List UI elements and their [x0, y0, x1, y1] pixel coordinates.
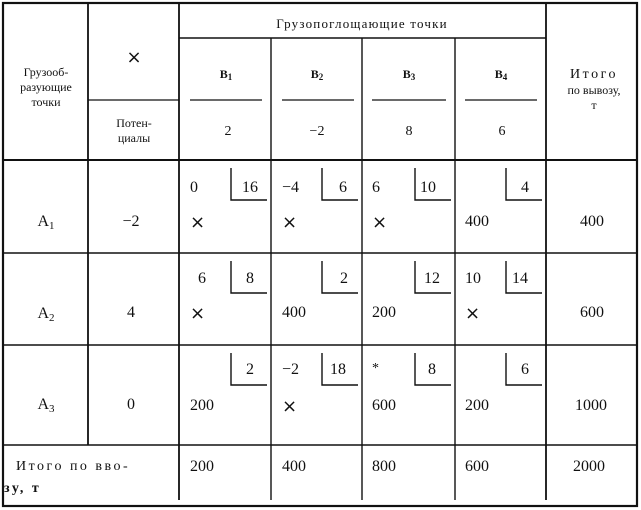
- row-header-line2: разующие: [20, 80, 72, 94]
- cross-a1-b2-icon: ×: [282, 212, 298, 233]
- dest-header-b3: $B_3$: [402, 67, 416, 82]
- potentials-label-line1: Потен-: [116, 116, 152, 130]
- row-total-a1: 400: [580, 213, 604, 230]
- estimate-a1-b1: 0: [190, 179, 198, 196]
- estimate-a2-b4: 10: [465, 270, 481, 287]
- row-potential-a3: 0: [127, 396, 135, 413]
- row-total-a2: 600: [580, 304, 604, 321]
- cross-a3-b2-icon: ×: [282, 396, 298, 417]
- row-label-a1: $A_1$: [37, 213, 55, 232]
- value-a3-b4: 200: [465, 397, 489, 414]
- footer-total-b3: 800: [372, 458, 396, 475]
- footer-total-b1: 200: [190, 458, 214, 475]
- cost-a1-b2: 6: [339, 179, 347, 196]
- value-a2-b2: 400: [282, 304, 306, 321]
- dest-header-b4: $B_4$: [494, 67, 508, 82]
- footer-total-b2: 400: [282, 458, 306, 475]
- cost-a3-b2: 18: [330, 361, 346, 378]
- cost-a1-b1: 16: [242, 179, 258, 196]
- row-potential-a1: −2: [122, 213, 140, 230]
- dest-potential-b1: 2: [224, 124, 232, 139]
- dest-potential-b2: −2: [309, 124, 325, 139]
- estimate-a1-b3: 6: [372, 179, 380, 196]
- row-label-a2: $A_2$: [37, 305, 55, 324]
- corner-cross-icon: ×: [126, 47, 142, 68]
- value-a3-b1: 200: [190, 397, 214, 414]
- cross-a2-b4-icon: ×: [465, 303, 481, 324]
- potentials-label-line2: циалы: [117, 131, 151, 145]
- cross-a1-b3-icon: ×: [372, 212, 388, 233]
- value-a1-b4: 400: [465, 213, 489, 230]
- row-header-line3: точки: [31, 95, 61, 109]
- footer-label-line2: зу, т: [4, 481, 42, 496]
- row-total-a3: 1000: [575, 397, 607, 414]
- cost-a1-b4: 4: [521, 179, 529, 196]
- cost-a2-b2: 2: [340, 270, 348, 287]
- total-out-header-line3: т: [591, 98, 597, 112]
- cross-a2-b1-icon: ×: [190, 303, 206, 324]
- row-header-line1: Грузооб-: [23, 65, 69, 79]
- dest-potential-b3: 8: [405, 124, 413, 139]
- dest-group-label: Грузопоглощающие точки: [276, 16, 448, 31]
- total-out-header-line2: по вывозу,: [567, 83, 621, 97]
- cost-a2-b3: 12: [424, 270, 440, 287]
- estimate-a3-b2: −2: [282, 361, 300, 378]
- grand-total: 2000: [573, 458, 605, 475]
- cost-a2-b4: 14: [512, 270, 528, 287]
- dest-potential-b4: 6: [498, 124, 506, 139]
- estimate-a2-b1: 6: [198, 270, 206, 287]
- cost-a2-b1: 8: [246, 270, 254, 287]
- cost-a3-b4: 6: [521, 361, 529, 378]
- footer-label-line1: Итого по вво-: [16, 459, 131, 474]
- star-mark-a3-b3: *: [372, 361, 379, 376]
- total-out-header-line1: Итого: [570, 67, 618, 82]
- row-label-a3: $A_3$: [37, 396, 55, 415]
- estimate-a1-b2: −4: [282, 179, 300, 196]
- row-potential-a2: 4: [127, 304, 135, 321]
- value-a3-b3: 600: [372, 397, 396, 414]
- cost-a1-b3: 10: [420, 179, 436, 196]
- cost-a3-b1: 2: [246, 361, 254, 378]
- dest-header-b2: $B_2$: [310, 67, 324, 82]
- footer-total-b4: 600: [465, 458, 489, 475]
- cost-a3-b3: 8: [428, 361, 436, 378]
- cross-a1-b1-icon: ×: [190, 212, 206, 233]
- value-a2-b3: 200: [372, 304, 396, 321]
- dest-header-b1: $B_1$: [219, 67, 233, 82]
